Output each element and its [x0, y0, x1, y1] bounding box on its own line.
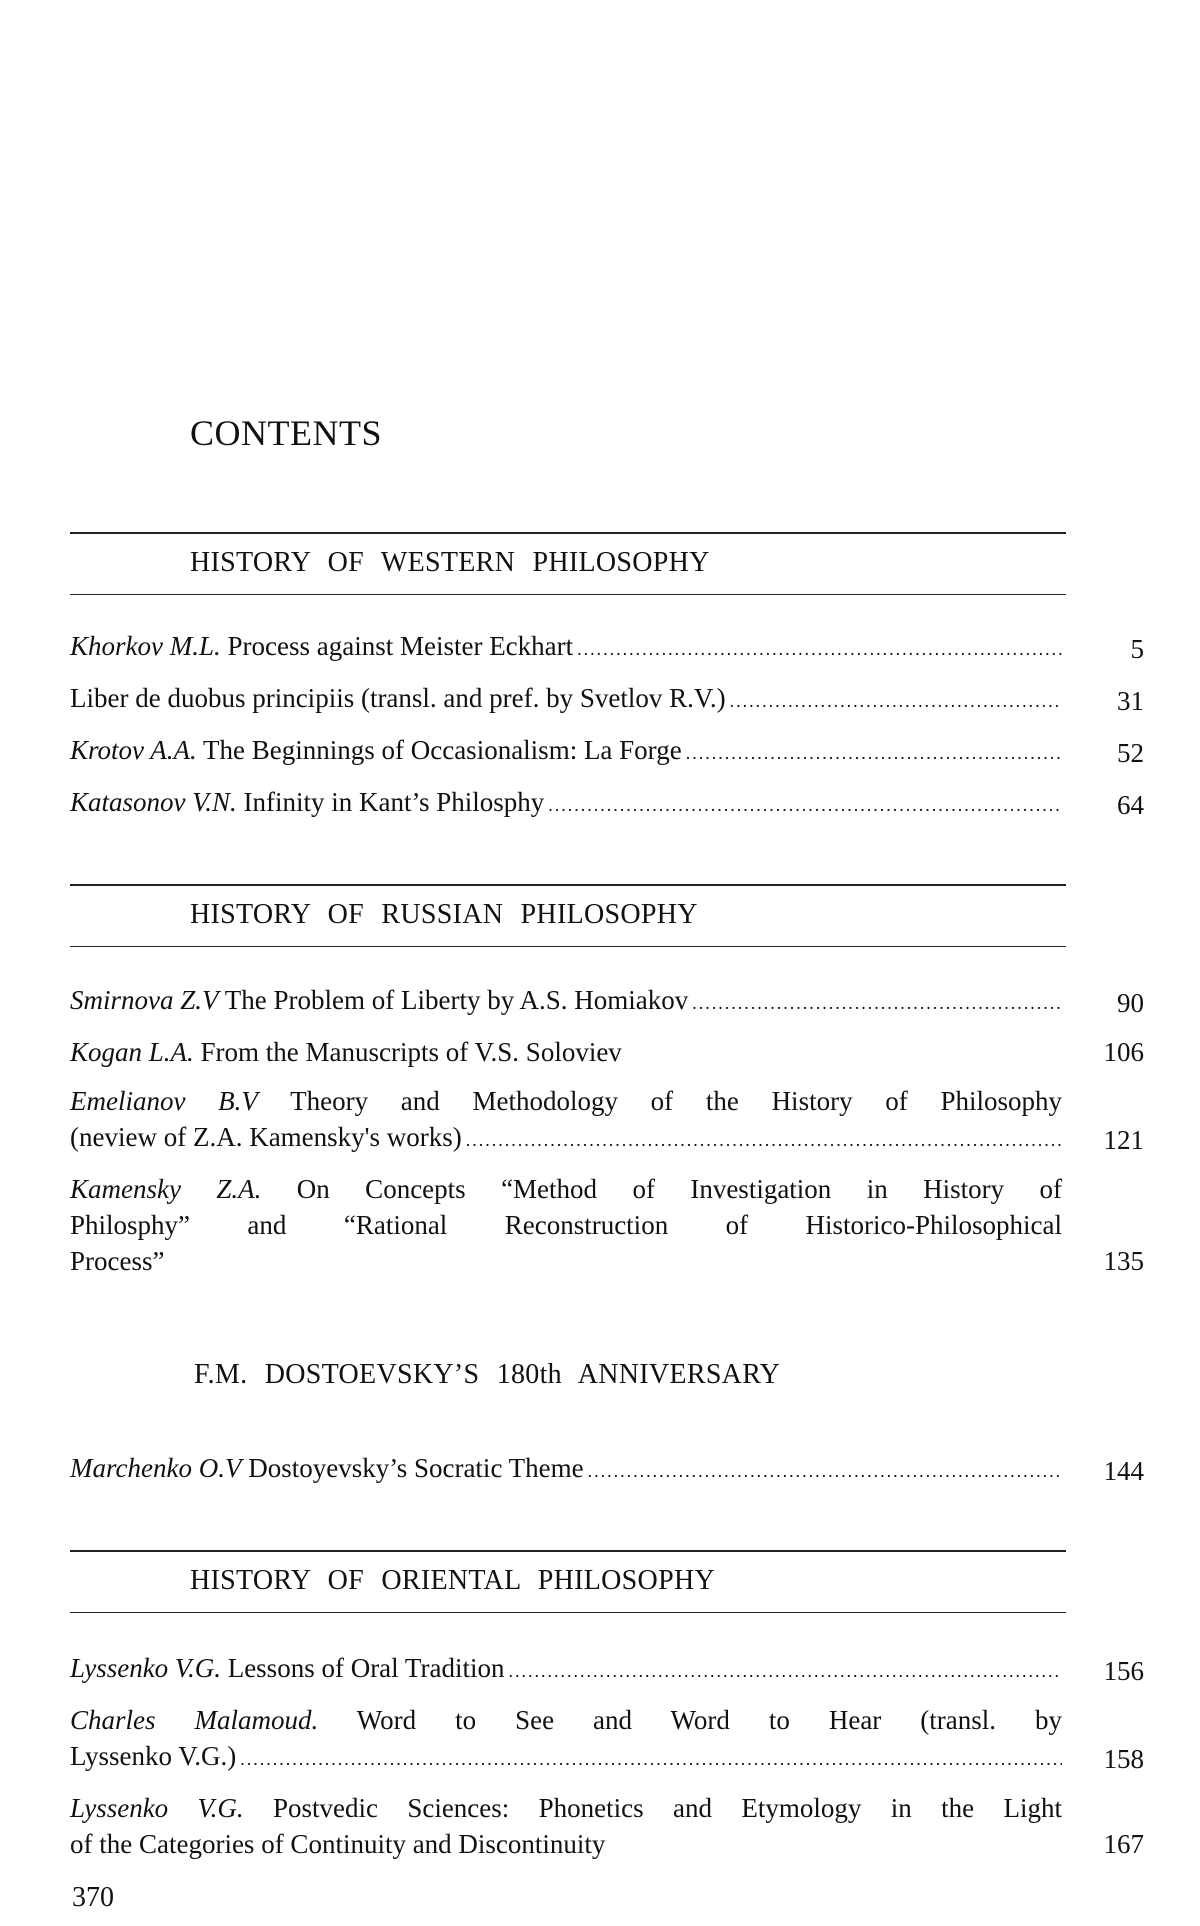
entry-title-line1: Theory and Methodology of the History of Philosophy — [290, 1086, 1062, 1116]
toc-entry[interactable] — [70, 1450, 1144, 1489]
entry-title: Infinity in Kant’s Philosphy — [243, 787, 545, 817]
section-heading: HISTORY OF ORIENTAL PHILOSOPHY — [190, 1565, 715, 1596]
entry-page: 5 — [1130, 634, 1144, 664]
entry-page: 167 — [1103, 1829, 1144, 1859]
dot-leader — [730, 683, 1062, 719]
entry-title: Process against Meister Eckhart — [227, 631, 574, 661]
entry-page: 158 — [1103, 1744, 1144, 1774]
entry-page: 64 — [1117, 790, 1144, 820]
entry-title-line1: On Concepts “Method of Investigation in History of — [296, 1174, 1062, 1204]
entry-title: Dostoyevsky’s Socratic Theme — [248, 1453, 584, 1483]
section-heading: HISTORY OF WESTERN PHILOSOPHY — [190, 547, 710, 578]
toc-entry[interactable] — [70, 982, 1144, 1021]
entry-author: Krotov A.A. — [70, 735, 197, 765]
section-russian — [70, 884, 1066, 947]
section-rule-bottom — [70, 594, 1066, 595]
toc-entry[interactable] — [70, 1034, 1144, 1070]
section-oriental — [70, 1550, 1066, 1613]
entry-author: Katasonov V.N. — [70, 787, 237, 817]
entry-page: 90 — [1117, 988, 1144, 1018]
dot-leader — [588, 1453, 1062, 1489]
entry-author: Marchenko O.V — [70, 1453, 242, 1483]
entry-page: 106 — [1103, 1037, 1144, 1067]
entry-author: Khorkov M.L. — [70, 631, 221, 661]
entry-page: 121 — [1103, 1125, 1144, 1155]
toc-entry[interactable] — [70, 680, 1144, 719]
dot-leader — [508, 1653, 1062, 1689]
entry-title-line1: Word to See and Word to Hear (transl. by — [356, 1705, 1063, 1735]
dot-leader — [692, 985, 1062, 1021]
entry-page: 135 — [1103, 1246, 1144, 1276]
entry-page: 156 — [1103, 1656, 1144, 1686]
entry-title-line2: of the Categories of Continuity and Discontinuity — [70, 1829, 606, 1859]
entries-russian — [70, 982, 1144, 1292]
entry-page: 144 — [1103, 1456, 1144, 1486]
page-number: 370 — [72, 1882, 114, 1913]
entry-title: From the Manuscripts of V.S. Soloviev — [200, 1037, 622, 1067]
entry-author: Emelianov B.V — [70, 1086, 258, 1116]
toc-entry[interactable] — [70, 1650, 1144, 1689]
entry-title: Liber de duobus principiis (transl. and pref. by Svetlov R.V.) — [70, 683, 726, 713]
section-heading: F.M. DOSTOEVSKY’S 180th ANNIVERSARY — [194, 1359, 781, 1390]
dot-leader — [686, 735, 1062, 771]
entries-oriental — [70, 1650, 1144, 1875]
dot-leader — [548, 787, 1062, 823]
entries-western — [70, 628, 1144, 836]
dot-leader — [466, 1122, 1062, 1158]
entry-author: Kogan L.A. — [70, 1037, 194, 1067]
section-heading: HISTORY OF RUSSIAN PHILOSOPHY — [190, 899, 698, 930]
section-rule-bottom — [70, 1612, 1066, 1613]
toc-entry[interactable] — [70, 628, 1144, 667]
entries-dostoevsky — [70, 1450, 1144, 1502]
entry-title-line2: (neview of Z.A. Kamensky's works) — [70, 1122, 462, 1152]
dot-leader — [577, 631, 1062, 667]
entry-author: Lyssenko V.G. — [70, 1653, 221, 1683]
page-title: CONTENTS — [190, 413, 382, 453]
entry-author: Kamensky Z.A. — [70, 1174, 262, 1204]
entry-title: Lessons of Oral Tradition — [227, 1653, 505, 1683]
entry-title-line1: Postvedic Sciences: Phonetics and Etymology in the Light — [272, 1793, 1062, 1823]
entry-author: Lyssenko V.G. — [70, 1793, 244, 1823]
toc-entry[interactable] — [70, 732, 1144, 771]
entry-page: 31 — [1117, 686, 1144, 716]
entry-page: 52 — [1117, 738, 1144, 768]
toc-entry[interactable] — [70, 1171, 1144, 1279]
entry-title-line3: Process” — [70, 1246, 165, 1276]
entry-title: The Problem of Liberty by A.S. Homiakov — [224, 985, 689, 1015]
section-western — [70, 532, 1066, 595]
toc-entry[interactable] — [70, 1790, 1144, 1862]
entry-title: The Beginnings of Occasionalism: La Forge — [203, 735, 682, 765]
entry-author: Smirnova Z.V — [70, 985, 219, 1015]
dot-leader — [240, 1741, 1062, 1777]
entry-title-line2: Philosphy” and “Rational Reconstruction of Historico-Philosophical — [70, 1210, 1062, 1240]
toc-entry[interactable] — [70, 1702, 1144, 1777]
entry-author: Charles Malamoud. — [70, 1705, 319, 1735]
entry-title-line2: Lyssenko V.G.) — [70, 1741, 237, 1771]
section-rule-bottom — [70, 946, 1066, 947]
toc-entry[interactable] — [70, 784, 1144, 823]
toc-entry[interactable] — [70, 1083, 1144, 1158]
section-dostoevsky — [70, 1346, 1066, 1406]
